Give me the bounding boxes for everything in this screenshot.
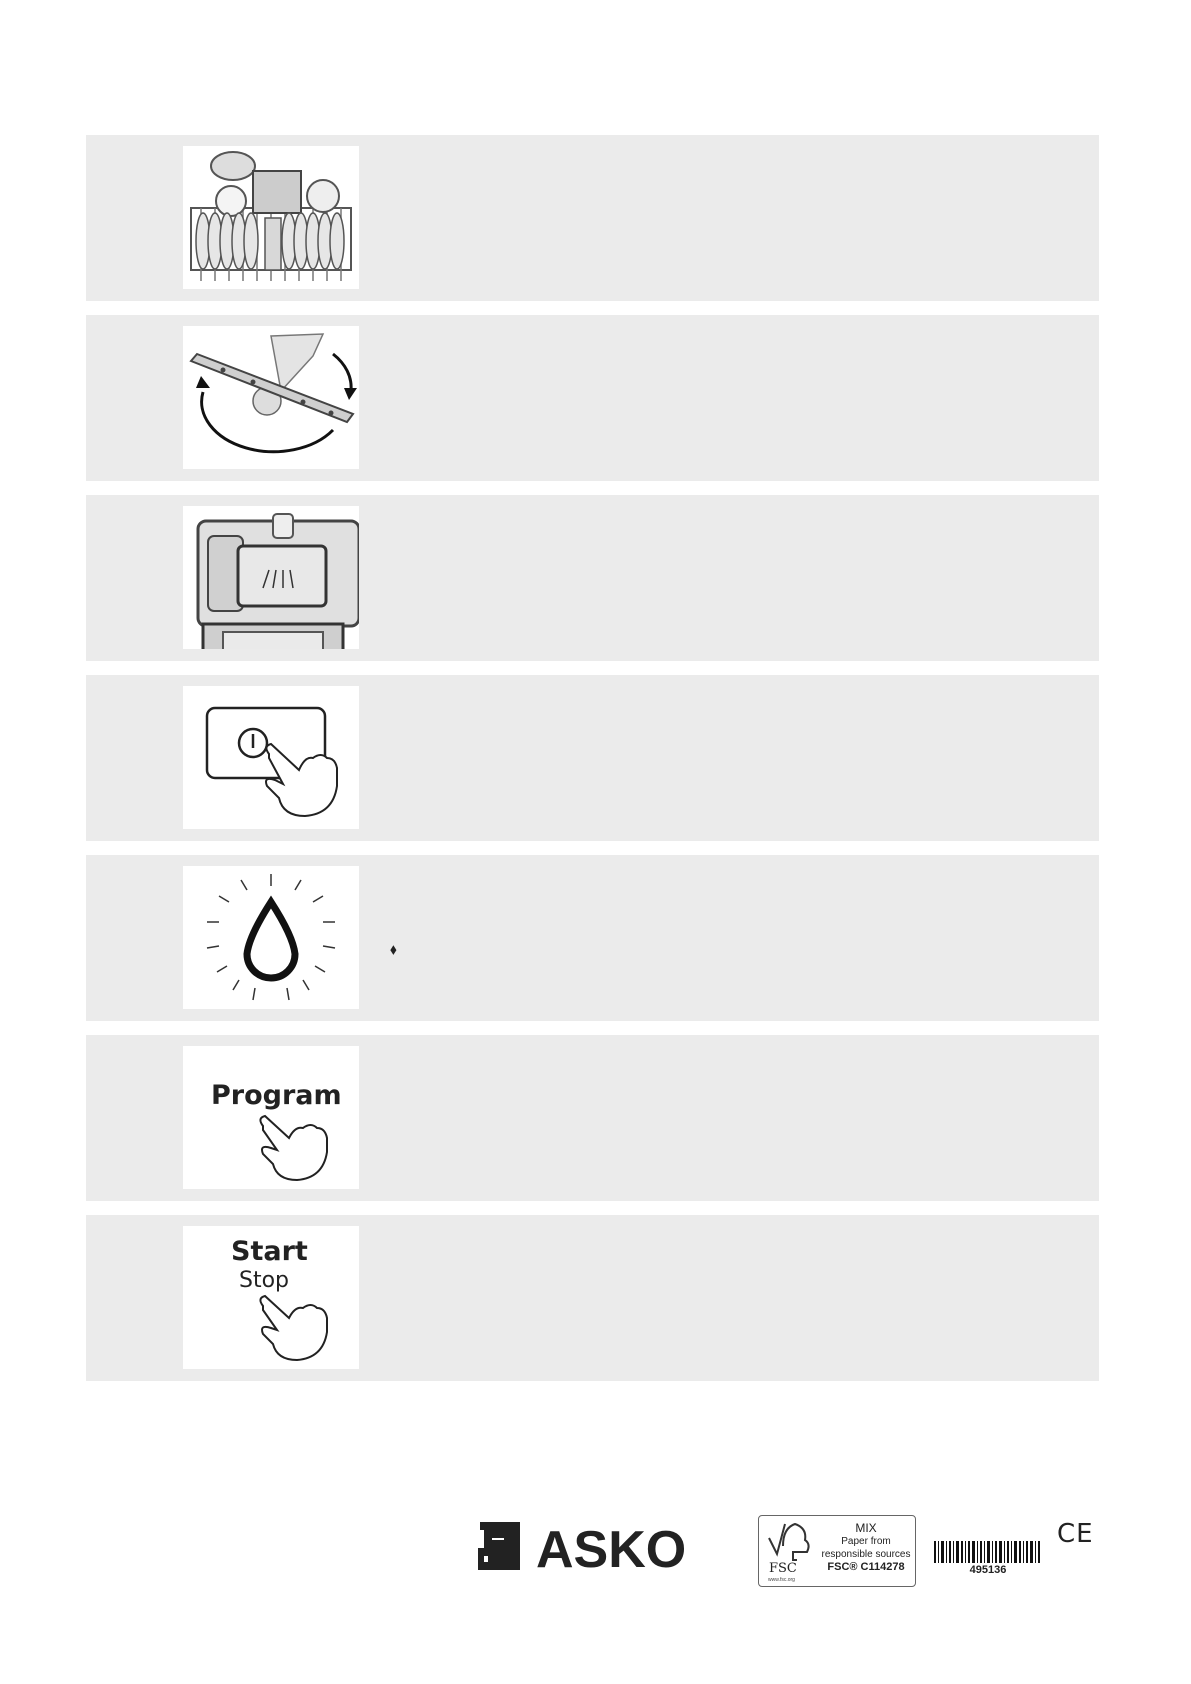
rinse-aid-drop-icon: [183, 866, 359, 1009]
step-power-on: [86, 675, 1099, 841]
rinse-aid-illustration: [183, 866, 359, 1009]
fsc-logo-text: FSC: [769, 1561, 797, 1576]
start-label: Start: [231, 1236, 308, 1267]
asko-logo-mark: [478, 1520, 708, 1572]
fsc-tree-icon: [759, 1516, 819, 1586]
fsc-text-block: [821, 1522, 911, 1574]
step-check-spray-arm: [86, 315, 1099, 481]
spray-arm-illustration: [183, 326, 359, 469]
power-button-illustration: [183, 686, 359, 829]
stop-label: Stop: [239, 1268, 290, 1293]
step-select-program: [86, 1035, 1099, 1201]
program-label: Program: [211, 1080, 342, 1111]
asko-logo: [478, 1520, 708, 1572]
barcode-bars: [934, 1541, 1042, 1563]
start-stop-button-illustration: [183, 1226, 359, 1369]
fsc-mix: MIX: [855, 1521, 877, 1535]
dish-rack-icon: [183, 146, 359, 289]
rinse-aid-glyph: ⬧: [390, 941, 397, 958]
detergent-dispenser-illustration: [183, 506, 359, 649]
step-start: [86, 1215, 1099, 1381]
svg-text:ASKO: ASKO: [536, 1521, 687, 1572]
step-check-rinse-aid: [86, 855, 1099, 1021]
fsc-license-code: FSC® C114278: [827, 1561, 905, 1573]
barcode-number: 495136: [969, 1564, 1007, 1576]
power-button-icon: [183, 686, 359, 829]
step-add-detergent: [86, 495, 1099, 661]
step-load-dishes: [86, 135, 1099, 301]
fsc-website: www.fsc.org: [768, 1577, 795, 1583]
fsc-label: [758, 1515, 916, 1587]
spray-arm-icon: [183, 326, 359, 469]
hand-press-icon: [183, 1046, 359, 1189]
dish-rack-illustration: [183, 146, 359, 289]
barcode: [934, 1541, 1042, 1579]
ce-mark: CE: [1057, 1519, 1094, 1549]
detergent-dispenser-icon: [183, 506, 359, 649]
fsc-paper-from: Paper from: [841, 1536, 891, 1547]
hand-press-icon: [183, 1226, 359, 1369]
footer: [0, 1505, 1191, 1625]
program-button-illustration: [183, 1046, 359, 1189]
fsc-responsible-sources: responsible sources: [821, 1549, 911, 1560]
